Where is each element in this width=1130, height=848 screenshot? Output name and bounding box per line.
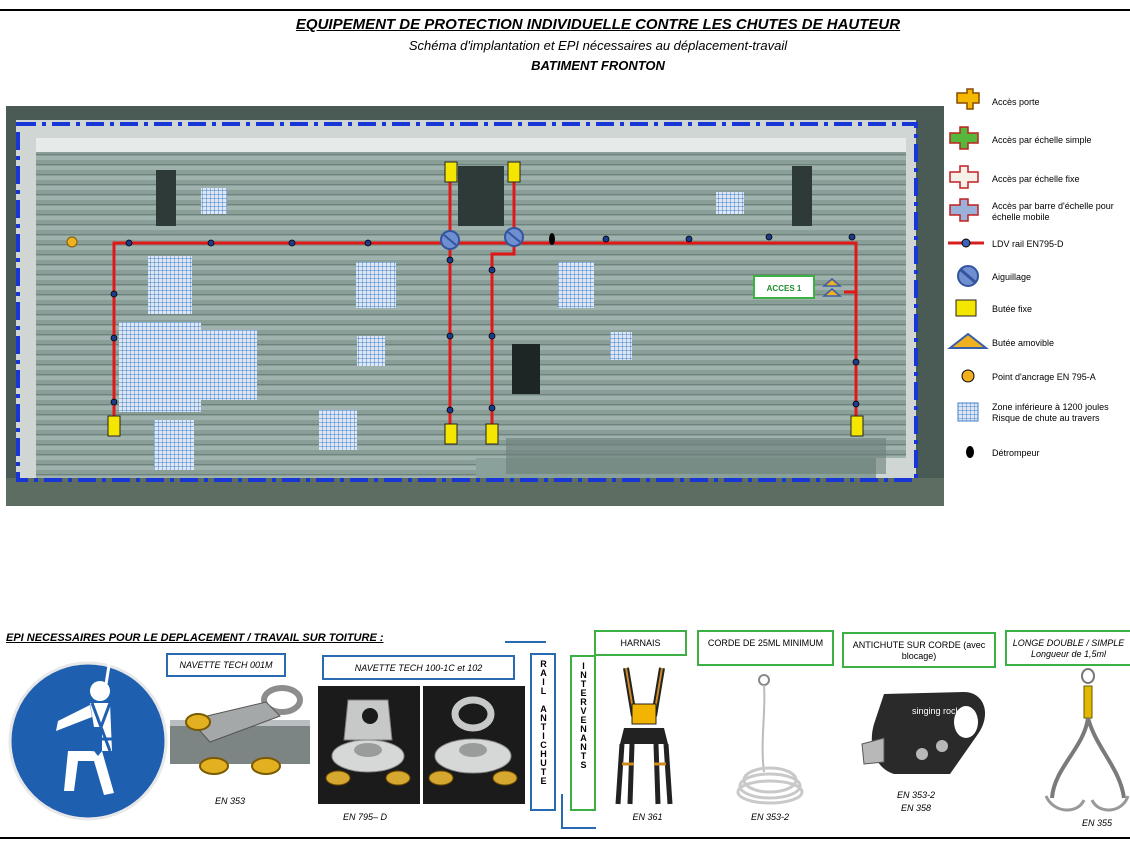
navette2-photo-a xyxy=(318,686,420,804)
mobile-ladder-cross-icon xyxy=(946,197,990,227)
bottom-border xyxy=(0,837,1130,839)
harness-mandatory-sign-icon xyxy=(6,655,170,825)
top-border xyxy=(0,9,1130,11)
fixed-ladder-cross-icon xyxy=(946,164,990,194)
longe-norm: EN 355 xyxy=(1081,818,1113,828)
longe-label-box xyxy=(1005,630,1130,666)
removable-stop-icon xyxy=(946,328,990,358)
lanyard-photo xyxy=(1044,668,1130,818)
harnais-norm: EN 361 xyxy=(632,812,663,822)
legend-mobile-ladder: Accès par barre d'échelle pour échelle mobile xyxy=(946,197,1130,227)
corde-label-box xyxy=(697,630,834,666)
rail-label: RAIL ANTICHUTE xyxy=(538,659,549,785)
navette2-norm: EN 795– D xyxy=(342,812,388,822)
antichute-label: ANTICHUTE SUR CORDE (avec blocage) xyxy=(852,640,986,661)
rail-box xyxy=(530,653,556,811)
longe-label: LONGE DOUBLE / SIMPLE xyxy=(1012,638,1125,648)
fall-arrester-brand: singing rock xyxy=(912,706,961,716)
legend-keying-device: Détrompeur xyxy=(946,438,1130,468)
fixed-stop-icon xyxy=(946,294,990,324)
intervenants-label: INTERVENANTS xyxy=(578,661,589,769)
rope-photo xyxy=(720,672,820,808)
fragile-zone-icon xyxy=(946,398,990,428)
harness-photo xyxy=(604,664,684,808)
switch-icon xyxy=(946,262,990,292)
corde-norm: EN 353-2 xyxy=(750,812,790,822)
ldv-rail-icon xyxy=(946,229,990,259)
page-subtitle: Schéma d'implantation et EPI nécessaires au déplacement-travail xyxy=(408,38,788,53)
navette1-norm: EN 353 xyxy=(214,796,246,806)
antichute-norm2: EN 358 xyxy=(900,803,932,813)
legend-fragile-zone: Zone inférieure à 1200 joules Risque de chute au travers xyxy=(946,398,1130,428)
legend-removable-stop: Butée amovible xyxy=(946,328,1130,358)
legend-simple-ladder: Accès par échelle simple xyxy=(946,125,1130,155)
navette1-label: NAVETTE TECH 001M xyxy=(179,660,273,670)
legend-door-access: Accès porte xyxy=(946,87,1130,117)
antichute-norm1: EN 353-2 xyxy=(896,790,936,800)
navette2-label-box xyxy=(322,655,515,680)
legend-ldv-rail: LDV rail EN795-D xyxy=(946,229,1130,259)
building-name: BATIMENT FRONTON xyxy=(531,58,665,73)
access-label: ACCES 1 xyxy=(766,284,802,293)
epi-title: EPI NECESSAIRES POUR LE DEPLACEMENT / TRAVAIL SUR TOITURE : xyxy=(6,632,384,644)
roof-plan xyxy=(6,106,944,506)
page-title: EQUIPEMENT DE PROTECTION INDIVIDUELLE CONTRE LES CHUTES DE HAUTEUR xyxy=(295,16,901,33)
navette2-label: NAVETTE TECH 100-1C et 102 xyxy=(354,663,483,673)
fall-arrester-photo xyxy=(854,684,992,784)
legend-anchor-point: Point d'ancrage EN 795-A xyxy=(946,362,1130,392)
legend-fixed-stop: Butée fixe xyxy=(946,294,1130,324)
door-access-cross-icon xyxy=(946,87,990,117)
intervenants-box xyxy=(570,655,596,811)
navette1-photo xyxy=(170,680,310,784)
navette1-label-box xyxy=(166,653,286,677)
antichute-label-box xyxy=(842,632,996,668)
anchor-point-icon xyxy=(946,362,990,392)
legend-switch: Aiguillage xyxy=(946,262,1130,292)
legend-fixed-ladder: Accès par échelle fixe xyxy=(946,164,1130,194)
harnais-label: HARNAIS xyxy=(620,638,661,648)
corde-label: CORDE DE 25ML MINIMUM xyxy=(707,638,824,648)
anchor-point-marker xyxy=(67,237,77,247)
keying-device-icon xyxy=(946,438,990,468)
keying-device-marker xyxy=(549,233,555,245)
harnais-label-box xyxy=(594,630,687,656)
longe-sub: Longueur de 1,5ml xyxy=(1030,649,1107,659)
simple-ladder-cross-icon xyxy=(946,125,990,155)
